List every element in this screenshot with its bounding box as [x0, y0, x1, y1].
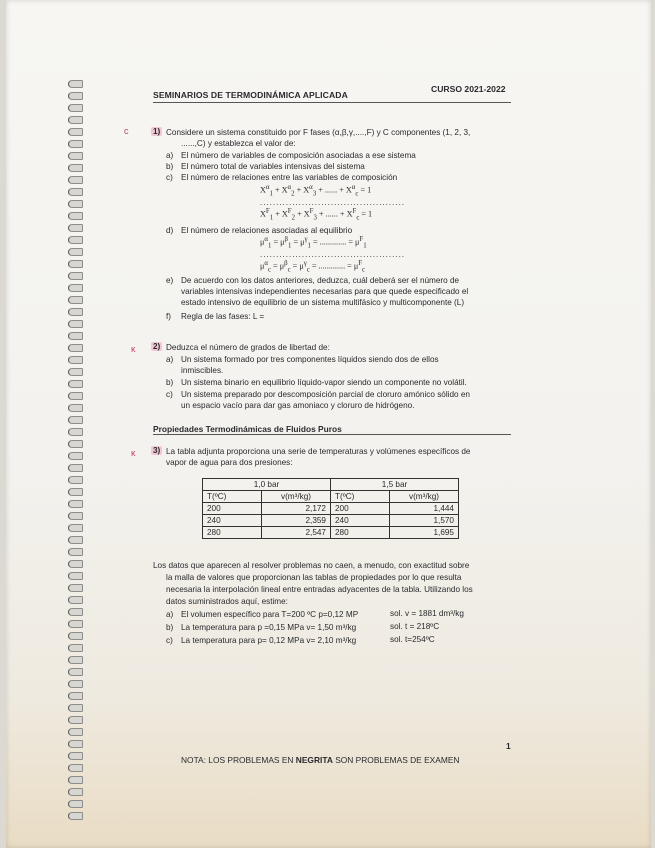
binder-hole — [68, 392, 83, 400]
table-cell: 1,570 — [390, 515, 459, 527]
table-row — [203, 527, 459, 539]
problem-2-item-a-line2: inmiscibles. — [181, 366, 224, 375]
binder-hole — [68, 740, 83, 748]
binder-hole — [68, 788, 83, 796]
column-header-volume: v(m³/kg) — [390, 491, 459, 503]
binder-hole — [68, 200, 83, 208]
page-header-course: CURSO 2021-2022 — [431, 84, 506, 94]
footer-note-bold: NEGRITA — [295, 755, 333, 765]
binder-hole — [68, 140, 83, 148]
item-letter: d) — [166, 226, 174, 235]
problem-3-paragraph-line1: Los datos que aparecen al resolver problemas no caen, a menudo, con exactitud sobre — [153, 561, 470, 570]
item-letter: c) — [166, 173, 173, 182]
problem-3-item-b: La temperatura para p =0,15 MPa v= 1,50 m³/kg — [181, 623, 357, 632]
binder-hole — [68, 368, 83, 376]
binder-hole — [68, 692, 83, 700]
problem-2-item-c-line1: Un sistema preparado por descomposición parcial de cloruro amónico sólido en — [181, 390, 470, 399]
composition-equation-first: $X^\alpha_1 + X^\alpha_2 + X^\alpha_3$ + ...... + $X^\alpha_c = 1$ — [260, 184, 372, 198]
problem-1-item-e-line2: variables intensivas independientes necesarias para que quede especificado el — [181, 287, 469, 296]
table-cell: 280 — [203, 527, 262, 539]
table-cell: 2,172 — [262, 503, 331, 515]
binder-hole — [68, 488, 83, 496]
problem-1-item-f: Regla de las fases: L = — [181, 312, 265, 321]
footer-note — [181, 755, 459, 765]
binder-hole — [68, 500, 83, 508]
binder-hole — [68, 632, 83, 640]
binder-hole — [68, 476, 83, 484]
binder-hole — [68, 452, 83, 460]
problem-2-number: 2) — [153, 342, 161, 351]
table-cell: 240 — [203, 515, 262, 527]
problem-3-solution-b: sol. t = 218ºC — [390, 622, 440, 631]
binder-hole — [68, 176, 83, 184]
binder-hole — [68, 164, 83, 172]
item-letter: b) — [166, 623, 174, 632]
column-header-volume: v(m³/kg) — [262, 491, 331, 503]
binder-hole — [68, 584, 83, 592]
problem-3-intro-line2: vapor de agua para dos presiones: — [166, 458, 293, 467]
binder-hole — [68, 752, 83, 760]
table-cell: 1,444 — [390, 503, 459, 515]
composition-equation-last: $X^F_1 + X^F_2 + X^F_3$ + ...... + $X^F_c = 1$ — [260, 208, 373, 222]
binder-hole — [68, 680, 83, 688]
binder-hole — [68, 332, 83, 340]
binder-hole — [68, 656, 83, 664]
binder-hole — [68, 152, 83, 160]
binder-hole — [68, 728, 83, 736]
table-row — [203, 515, 459, 527]
header-rule — [153, 102, 511, 103]
item-letter: b) — [166, 378, 174, 387]
section-rule — [153, 434, 511, 435]
table-row — [203, 503, 459, 515]
footer-note-prefix: NOTA: LOS PROBLEMAS EN — [181, 755, 296, 765]
table-group-1-bar: 1,0 bar — [203, 479, 331, 491]
binder-hole — [68, 812, 83, 820]
problem-1-item-e-line1: De acuerdo con los datos anteriores, deduzca, cuál deberá ser el número de — [181, 276, 460, 285]
binder-hole — [68, 776, 83, 784]
binder-hole — [68, 428, 83, 436]
binder-hole — [68, 764, 83, 772]
binder-hole — [68, 128, 83, 136]
binder-hole — [68, 416, 83, 424]
binder-hole — [68, 668, 83, 676]
binder-hole — [68, 80, 83, 88]
binder-hole — [68, 320, 83, 328]
binder-hole — [68, 188, 83, 196]
binder-hole — [68, 344, 83, 352]
binder-hole — [68, 356, 83, 364]
binder-hole — [68, 572, 83, 580]
binder-hole — [68, 620, 83, 628]
binder-hole — [68, 248, 83, 256]
problem-3-solution-c: sol. t=254ºC — [390, 635, 435, 644]
problem-3-item-c: La temperatura para p= 0,12 MPa v= 2,10 m³/kg — [181, 636, 357, 645]
problem-3-number: 3) — [153, 446, 161, 455]
binder-hole — [68, 704, 83, 712]
table-cell: 200 — [203, 503, 262, 515]
binder-hole — [68, 92, 83, 100]
item-letter: e) — [166, 276, 174, 285]
binder-hole — [68, 236, 83, 244]
margin-mark: c — [124, 126, 129, 136]
footer-note-suffix: SON PROBLEMAS DE EXAMEN — [332, 755, 460, 765]
problem-1-item-c: El número de relaciones entre las variables de composición — [181, 173, 398, 182]
problem-2-intro: Deduzca el número de grados de libertad de: — [166, 343, 330, 352]
problem-2-item-c-line2: un espacio vacío para dar gas amoniaco y cloruro de hidrógeno. — [181, 401, 415, 410]
binder-hole — [68, 284, 83, 292]
binder-hole — [68, 260, 83, 268]
table-cell: 2,359 — [262, 515, 331, 527]
table-cell: 240 — [331, 515, 390, 527]
problem-3-paragraph-line4: datos suministrados aquí, estime: — [166, 597, 288, 606]
problem-3-paragraph-line3: necesaria la interpolación lineal entre entradas adyacentes de la tabla. Utilizando los — [166, 585, 473, 594]
binder-hole — [68, 116, 83, 124]
problem-1-item-a: El número de variables de composición asociadas a ese sistema — [181, 151, 416, 160]
binder-hole — [68, 224, 83, 232]
binder-hole — [68, 296, 83, 304]
binder-hole — [68, 512, 83, 520]
ellipsis-line: ............................................. — [260, 198, 406, 207]
equilibrium-equation-last: $\mu^\alpha_c = \mu^\beta_c = \mu^\gamma_c$ = ............. = $\mu^F_c$ — [260, 260, 366, 274]
binder-hole — [68, 380, 83, 388]
binder-hole — [68, 524, 83, 532]
margin-mark: ĸ — [131, 448, 136, 458]
problem-2-item-a-line1: Un sistema formado por tres componentes líquidos siendo dos de ellos — [181, 355, 439, 364]
problem-1-item-d: El número de relaciones asociadas al equilibrio — [181, 226, 353, 235]
document-page — [6, 0, 651, 848]
item-letter: a) — [166, 610, 174, 619]
binder-hole — [68, 716, 83, 724]
binder-hole — [68, 272, 83, 280]
problem-1-number: 1) — [153, 127, 161, 136]
problem-3-intro-line1: La tabla adjunta proporciona una serie de temperaturas y volúmenes específicos de — [166, 447, 471, 456]
table-cell: 200 — [331, 503, 390, 515]
table-column-header — [203, 491, 459, 503]
table-group-1-5-bar: 1,5 bar — [331, 479, 459, 491]
binder-hole — [68, 404, 83, 412]
problem-2-item-b: Un sistema binario en equilibrio líquido-vapor siendo un componente no volátil. — [181, 378, 467, 387]
table-cell: 1,695 — [390, 527, 459, 539]
binder-hole — [68, 440, 83, 448]
item-letter: c) — [166, 390, 173, 399]
binder-hole — [68, 464, 83, 472]
item-letter: f) — [166, 312, 172, 321]
item-letter: c) — [166, 636, 173, 645]
item-letter: b) — [166, 162, 174, 171]
page-header-title: SEMINARIOS DE TERMODINÁMICA APLICADA — [153, 90, 348, 100]
problem-1-intro-line1: Considere un sistema constituido por F fases (α,β,γ,....,F) y C componentes (1, 2, 3, — [166, 128, 471, 137]
margin-mark: ĸ — [131, 344, 136, 354]
table-cell: 2,547 — [262, 527, 331, 539]
table-cell: 280 — [331, 527, 390, 539]
page-number: 1 — [506, 741, 511, 751]
column-header-temperature: T(ºC) — [203, 491, 262, 503]
table-group-header — [203, 479, 459, 491]
binder-hole — [68, 536, 83, 544]
binder-hole — [68, 308, 83, 316]
problem-1-item-b: El número total de variables intensivas del sistema — [181, 162, 365, 171]
problem-1-item-e-line3: estado intensivo de equilibrio de un sistema multifásico y multicomponente (L) — [181, 298, 465, 307]
problem-3-paragraph-line2: la malla de valores que proporcionan las tablas de propiedades por lo que resulta — [166, 573, 462, 582]
binder-hole — [68, 212, 83, 220]
problem-1-intro-line2: ......,C) y establezca el valor de: — [181, 139, 296, 148]
item-letter: a) — [166, 151, 174, 160]
section-title: Propiedades Termodinámicas de Fluidos Puros — [153, 424, 342, 434]
binder-hole — [68, 548, 83, 556]
binder-hole — [68, 560, 83, 568]
equilibrium-equation-first: $\mu^\alpha_1 = \mu^\beta_1 = \mu^\gamma_1$ = ............. = $\mu^F_1$ — [260, 236, 367, 250]
item-letter: a) — [166, 355, 174, 364]
column-header-temperature: T(ºC) — [331, 491, 390, 503]
binder-holes — [68, 80, 84, 820]
ellipsis-line: ............................................. — [260, 250, 406, 259]
problem-3-item-a: El volumen específico para T=200 ºC p=0,12 MP — [181, 610, 359, 619]
binder-hole — [68, 644, 83, 652]
binder-hole — [68, 596, 83, 604]
binder-hole — [68, 800, 83, 808]
steam-table — [202, 478, 459, 539]
binder-hole — [68, 104, 83, 112]
problem-3-solution-a: sol. v = 1881 dm³/kg — [390, 609, 464, 618]
binder-hole — [68, 608, 83, 616]
